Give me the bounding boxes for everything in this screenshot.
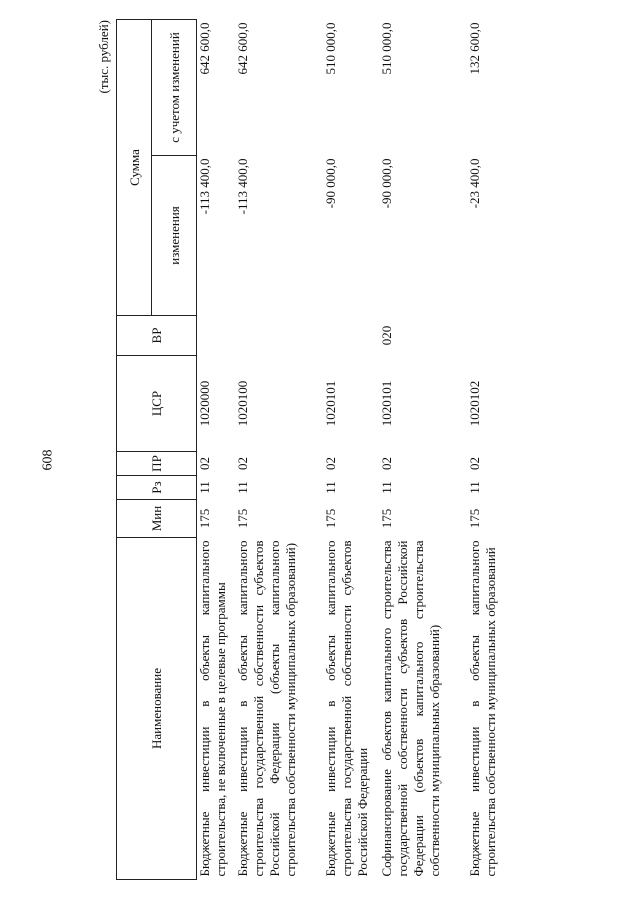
row-change: -90 000,0 (379, 158, 394, 209)
header-vr: ВР (117, 316, 197, 356)
row-vr: 020 (379, 325, 394, 346)
row-with-changes: 510 000,0 (379, 22, 394, 75)
row-pr: 02 (197, 457, 212, 470)
row-change: -113 400,0 (197, 158, 212, 215)
row-name: Бюджетные инвестиции в объекты капитального строительства, не включенные в целевые программы (197, 540, 228, 877)
row-name: Бюджетные инвестиции в объекты капитального строительства государственной собственности субъектов Российской Федерации (объекты капитального строительства собственности муниципальных образований) (235, 540, 298, 877)
row-min: 175 (379, 508, 394, 529)
row-with-changes: 642 600,0 (235, 22, 250, 75)
header-pr: ПР (117, 452, 197, 476)
row-pr: 02 (323, 457, 338, 470)
header-sum: Сумма (117, 20, 152, 316)
table-row (197, 20, 236, 880)
row-with-changes: 510 000,0 (323, 22, 338, 75)
row-rz: 11 (323, 481, 338, 494)
row-name: Бюджетные инвестиции в объекты капитального строительства государственной собственности субъектов Российской Федерации (323, 540, 370, 877)
row-change: -113 400,0 (235, 158, 250, 215)
header-with-changes: с учетом изменений (152, 20, 197, 156)
table-row (235, 20, 323, 880)
row-min: 175 (197, 508, 212, 529)
row-rz: 11 (197, 481, 212, 494)
header-min: Мин (117, 500, 197, 538)
header-name: Наименование (117, 538, 197, 880)
row-vr (467, 316, 523, 356)
row-min: 175 (235, 508, 250, 529)
table-row (467, 20, 523, 880)
page-number: 608 (40, 449, 56, 471)
row-vr (323, 316, 379, 356)
row-rz: 11 (467, 481, 482, 494)
header-rz: Рз (117, 476, 197, 500)
units-note: (тыс. рублей) (96, 20, 111, 94)
row-csr: 1020101 (379, 380, 394, 427)
row-change: -23 400,0 (467, 158, 482, 209)
row-csr: 1020102 (467, 380, 482, 427)
row-vr (197, 316, 236, 356)
row-vr (235, 316, 323, 356)
rotated-page-content (96, 20, 548, 880)
header-csr: ЦСР (117, 356, 197, 452)
row-csr: 1020101 (323, 380, 338, 427)
row-pr: 02 (379, 457, 394, 470)
row-min: 175 (323, 508, 338, 529)
table-row (379, 20, 467, 880)
header-change: изменения (152, 156, 197, 316)
table-row (323, 20, 379, 880)
row-with-changes: 132 600,0 (467, 22, 482, 75)
row-csr: 1020100 (235, 380, 250, 427)
row-rz: 11 (235, 481, 250, 494)
row-name: Софинансирование объектов капитального строительства государственной собственности субъектов Российской Федерации (объектов капитального строительства собственности муниципальных образований) (379, 540, 442, 877)
row-csr: 1020000 (197, 380, 212, 427)
header-row-top (117, 20, 152, 880)
row-change: -90 000,0 (323, 158, 338, 209)
row-pr: 02 (235, 457, 250, 470)
row-min: 175 (467, 508, 482, 529)
row-with-changes: 642 600,0 (197, 22, 212, 75)
budget-table (116, 19, 523, 880)
row-name: Бюджетные инвестиции в объекты капитального строительства собственности муниципальных образований (467, 540, 498, 877)
row-pr: 02 (467, 457, 482, 470)
row-rz: 11 (379, 481, 394, 494)
